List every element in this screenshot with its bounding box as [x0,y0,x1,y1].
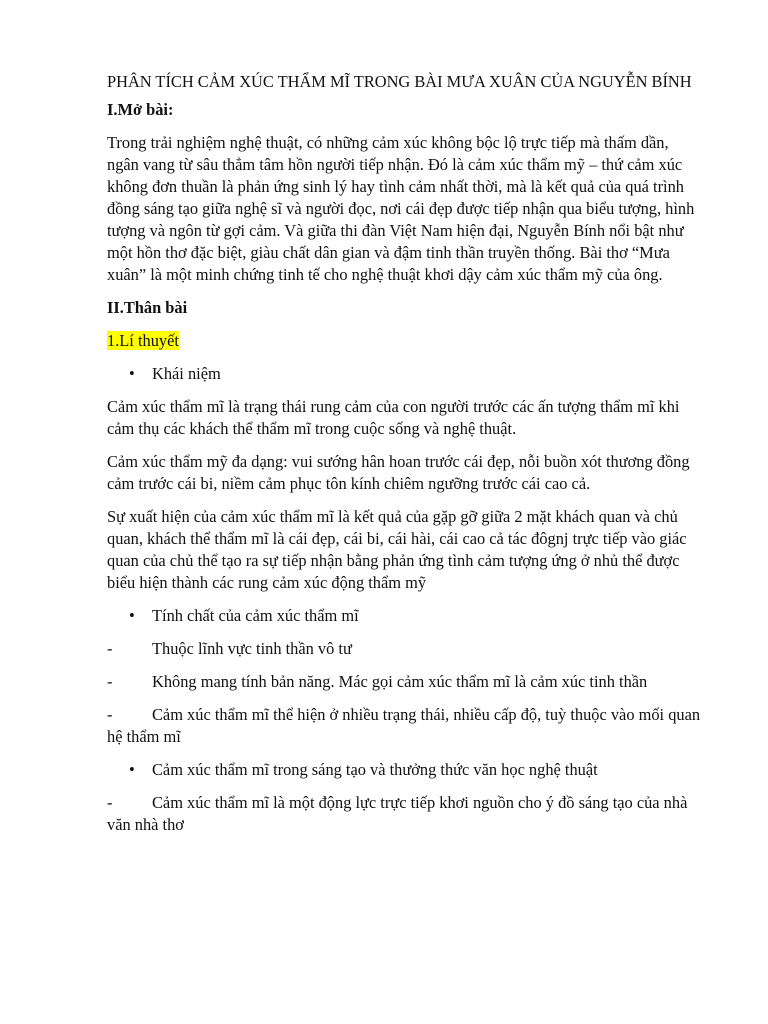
dash-marker: - [107,705,113,724]
dash-item [107,792,702,836]
dash-text: Thuộc lĩnh vực tinh thần vô tư [152,639,352,658]
bullet-item-concept [107,363,702,385]
bullet-text: Cảm xúc thẩm mĩ trong sáng tạo và thưởng thức văn học nghệ thuật [152,760,598,779]
dash-marker: - [107,639,113,658]
bullet-marker: • [129,364,135,383]
bullet-marker: • [129,606,135,625]
paragraph-concept-3: Sự xuất hiện của cảm xúc thẩm mĩ là kết quả của gặp gỡ giữa 2 mặt khách quan và chủ quan, khách thể thẩm mĩ là cái đẹp, cái bi, cái hài, cái cao cả tác đôgnj trực tiếp vào giác quan của chủ thể tạo ra sự tiếp nhận bằng phản ứng tình cảm tượng ứng ở nhủ thể được biểu hiện thành các rung cảm xúc động thẩm mỹ [107,507,687,592]
dash-text: Không mang tính bản năng. Mác gọi cảm xúc thẩm mĩ là cảm xúc tinh thần [152,672,648,691]
dash-item [107,671,702,693]
dash-item [107,638,702,660]
dash-marker: - [107,672,113,691]
document-title: PHÂN TÍCH CẢM XÚC THẨM MĨ TRONG BÀI MƯA XUÂN CỦA NGUYỄN BÍNH [107,72,692,91]
bullet-text: Tính chất của cảm xúc thẩm mĩ [152,606,359,625]
paragraph-concept-2: Cảm xúc thẩm mỹ đa dạng: vui sướng hân hoan trước cái đẹp, nỗi buồn xót thương đồng cảm trước cái bi, niềm cảm phục tôn kính chiêm ngưỡng trước cái cao cả. [107,452,690,493]
section-heading-body: II.Thân bài [107,298,188,317]
dash-text: Cảm xúc thẩm mĩ thể hiện ở nhiều trạng thái, nhiều cấp độ, tuỳ thuộc vào mối quan hệ thẩm mĩ [107,705,701,746]
bullet-marker: • [129,760,135,779]
bullet-text: Khái niệm [152,364,221,383]
subsection-heading-theory [107,330,702,352]
highlighted-text: 1.Lí thuyết [107,331,179,350]
section-heading-intro: I.Mở bài: [107,100,174,119]
bullet-item-creation [107,759,702,781]
dash-marker: - [107,793,113,812]
bullet-item-properties [107,605,702,627]
dash-text: Cảm xúc thẩm mĩ là một động lực trực tiếp khơi nguồn cho ý đồ sáng tạo của nhà văn nhà thơ [107,793,688,834]
intro-paragraph: Trong trải nghiệm nghệ thuật, có những cảm xúc không bộc lộ trực tiếp mà thấm dần, ngân vang từ sâu thẳm tâm hồn người tiếp nhận. Đó là cảm xúc thẩm mỹ – thứ cảm xúc không đơn thuần là phản ứng sinh lý hay tình cảm nhất thời, mà là kết quả của quá trình đồng sáng tạo giữa nghệ sĩ và người đọc, nơi cái đẹp được tiếp nhận qua biểu tượng, hình tượng và ngôn từ gợi cảm. Và giữa thi đàn Việt Nam hiện đại, Nguyễn Bính nổi bật như một hồn thơ đặc biệt, giàu chất dân gian và đậm tinh thần truyền thống. Bài thơ “Mưa xuân” là một minh chứng tinh tế cho nghệ thuật khơi dậy cảm xúc thẩm mỹ của ông. [107,133,695,284]
paragraph-concept-1: Cảm xúc thẩm mĩ là trạng thái rung cảm của con người trước các ấn tượng thẩm mĩ khi cảm thụ các khách thể thẩm mĩ trong cuộc sống và nghệ thuật. [107,397,680,438]
dash-item [107,704,702,748]
